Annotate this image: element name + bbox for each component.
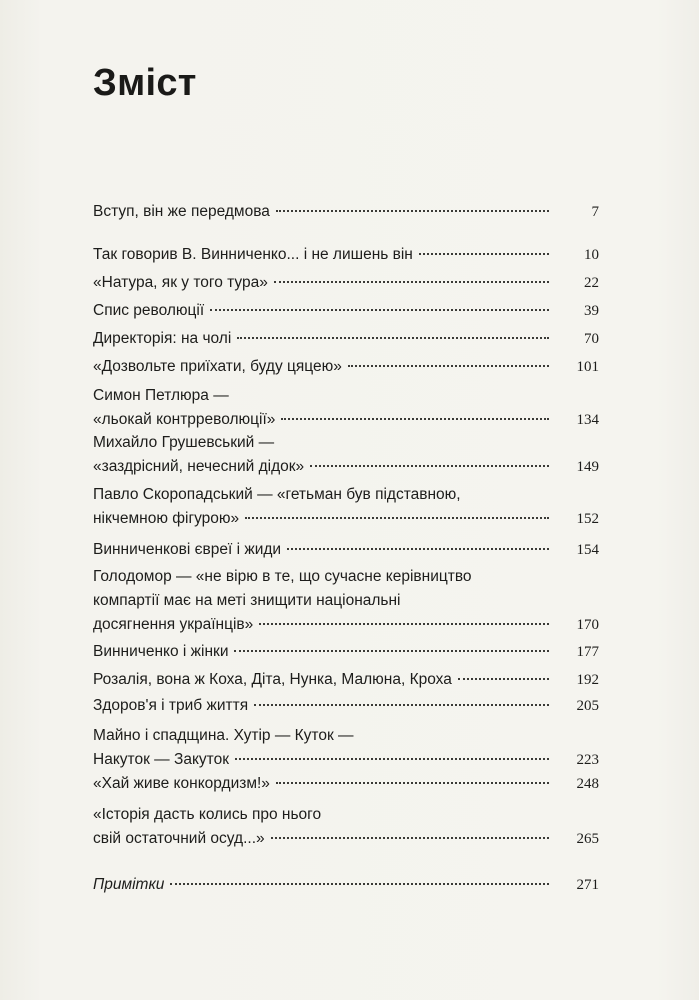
dot-leader <box>419 253 549 255</box>
toc-page-number: 170 <box>576 617 599 633</box>
toc-page-number: 248 <box>576 776 599 792</box>
toc-entry-title: Розалія, вона ж Коха, Діта, Нунка, Малюна, Кроха <box>93 671 452 688</box>
page-title: Зміст <box>93 62 197 104</box>
dot-leader <box>170 883 549 885</box>
toc-page-number: 39 <box>584 303 599 319</box>
toc-entry-title-line: досягнення українців» <box>93 616 254 633</box>
toc-entry <box>93 271 599 295</box>
dot-leader <box>234 650 549 652</box>
toc-entry-title: Здоров'я і триб життя <box>93 697 249 714</box>
toc-entry-title: Директорія: на чолі <box>93 330 232 347</box>
toc-entry-title: Вступ, він же передмова <box>93 203 270 220</box>
toc-entry <box>93 483 599 531</box>
toc-entry-title: «Хай живе конкордизм!» <box>93 775 270 792</box>
dot-leader <box>259 623 549 625</box>
toc-entry-title: Примітки <box>93 876 165 893</box>
toc-page-number: 152 <box>576 511 599 527</box>
toc-entry <box>93 299 599 323</box>
dot-leader <box>276 210 549 212</box>
toc-entry <box>93 724 599 772</box>
toc-page-number: 154 <box>576 542 599 558</box>
dot-leader <box>310 465 549 467</box>
dot-leader <box>348 365 549 367</box>
toc-entry-title-line: компартії має на меті знищити національні <box>93 592 401 609</box>
toc-entry <box>93 772 599 796</box>
dot-leader <box>271 837 549 839</box>
toc-page-number: 265 <box>576 831 599 847</box>
toc-entry <box>93 327 599 351</box>
toc-entry-title-line: Павло Скоропадський — «гетьман був підставною, <box>93 486 461 503</box>
toc-entry-title: Так говорив В. Винниченко... і не лишень він <box>93 246 413 263</box>
dot-leader <box>245 517 549 519</box>
dot-leader <box>237 337 549 339</box>
toc-entry-title-line: Майно і спадщина. Хутір — Куток — <box>93 727 354 744</box>
toc-entry <box>93 538 599 562</box>
dot-leader <box>458 678 549 680</box>
toc-entry-title: Спис революції <box>93 302 205 319</box>
toc-entry-title-line: «Історія дасть колись про нього <box>93 806 322 823</box>
toc-entry <box>93 803 599 851</box>
toc-entry-title-line: «льокай контрреволюції» <box>93 411 276 428</box>
toc-entry-title-line: нікчемною фігурою» <box>93 510 240 527</box>
toc-entry-title-line: Накуток — Закуток <box>93 751 229 768</box>
toc-entry <box>93 640 599 664</box>
toc-entry <box>93 355 599 379</box>
dot-leader <box>281 418 549 420</box>
toc-page-number: 149 <box>576 459 599 475</box>
toc-entry-title-line: Михайло Грушевський — <box>93 434 275 451</box>
toc-entry-title: «Дозвольте приїхати, буду цяцею» <box>93 358 342 375</box>
toc-entry <box>93 873 599 897</box>
toc-page-number: 205 <box>576 698 599 714</box>
toc-page-number: 22 <box>584 275 599 291</box>
toc-page-number: 134 <box>576 412 599 428</box>
dot-leader <box>210 309 549 311</box>
toc-entry <box>93 694 599 718</box>
toc-page-number: 192 <box>576 672 599 688</box>
toc-entry-title: «Натура, як у того тура» <box>93 274 268 291</box>
toc-entry-title: Винниченко і жінки <box>93 643 229 660</box>
dot-leader <box>235 758 549 760</box>
toc-entry-title-line: свій остаточний осуд...» <box>93 830 265 847</box>
toc-entry-title-line: «заздрісний, нечесний дідок» <box>93 458 305 475</box>
toc-page-number: 70 <box>584 331 599 347</box>
toc-page-number: 223 <box>576 752 599 768</box>
dot-leader <box>276 782 549 784</box>
toc-page-number: 7 <box>591 204 599 220</box>
dot-leader <box>274 281 549 283</box>
toc-page-number: 10 <box>584 247 599 263</box>
toc-page-number: 271 <box>576 877 599 893</box>
toc-entry <box>93 243 599 267</box>
toc-entry <box>93 384 599 432</box>
toc-entry <box>93 565 599 637</box>
toc-entry-title-line: Симон Петлюра — <box>93 387 229 404</box>
dot-leader <box>254 704 549 706</box>
toc-entry-title: Винниченкові євреї і жиди <box>93 541 282 558</box>
dot-leader <box>287 548 549 550</box>
toc-entry-title-line: Голодомор — «не вірю в те, що сучасне керівництво <box>93 568 472 585</box>
toc-entry <box>93 431 599 479</box>
toc-page-number: 177 <box>576 644 599 660</box>
toc-entry <box>93 668 599 692</box>
toc-page-number: 101 <box>576 359 599 375</box>
toc-entry <box>93 200 599 224</box>
